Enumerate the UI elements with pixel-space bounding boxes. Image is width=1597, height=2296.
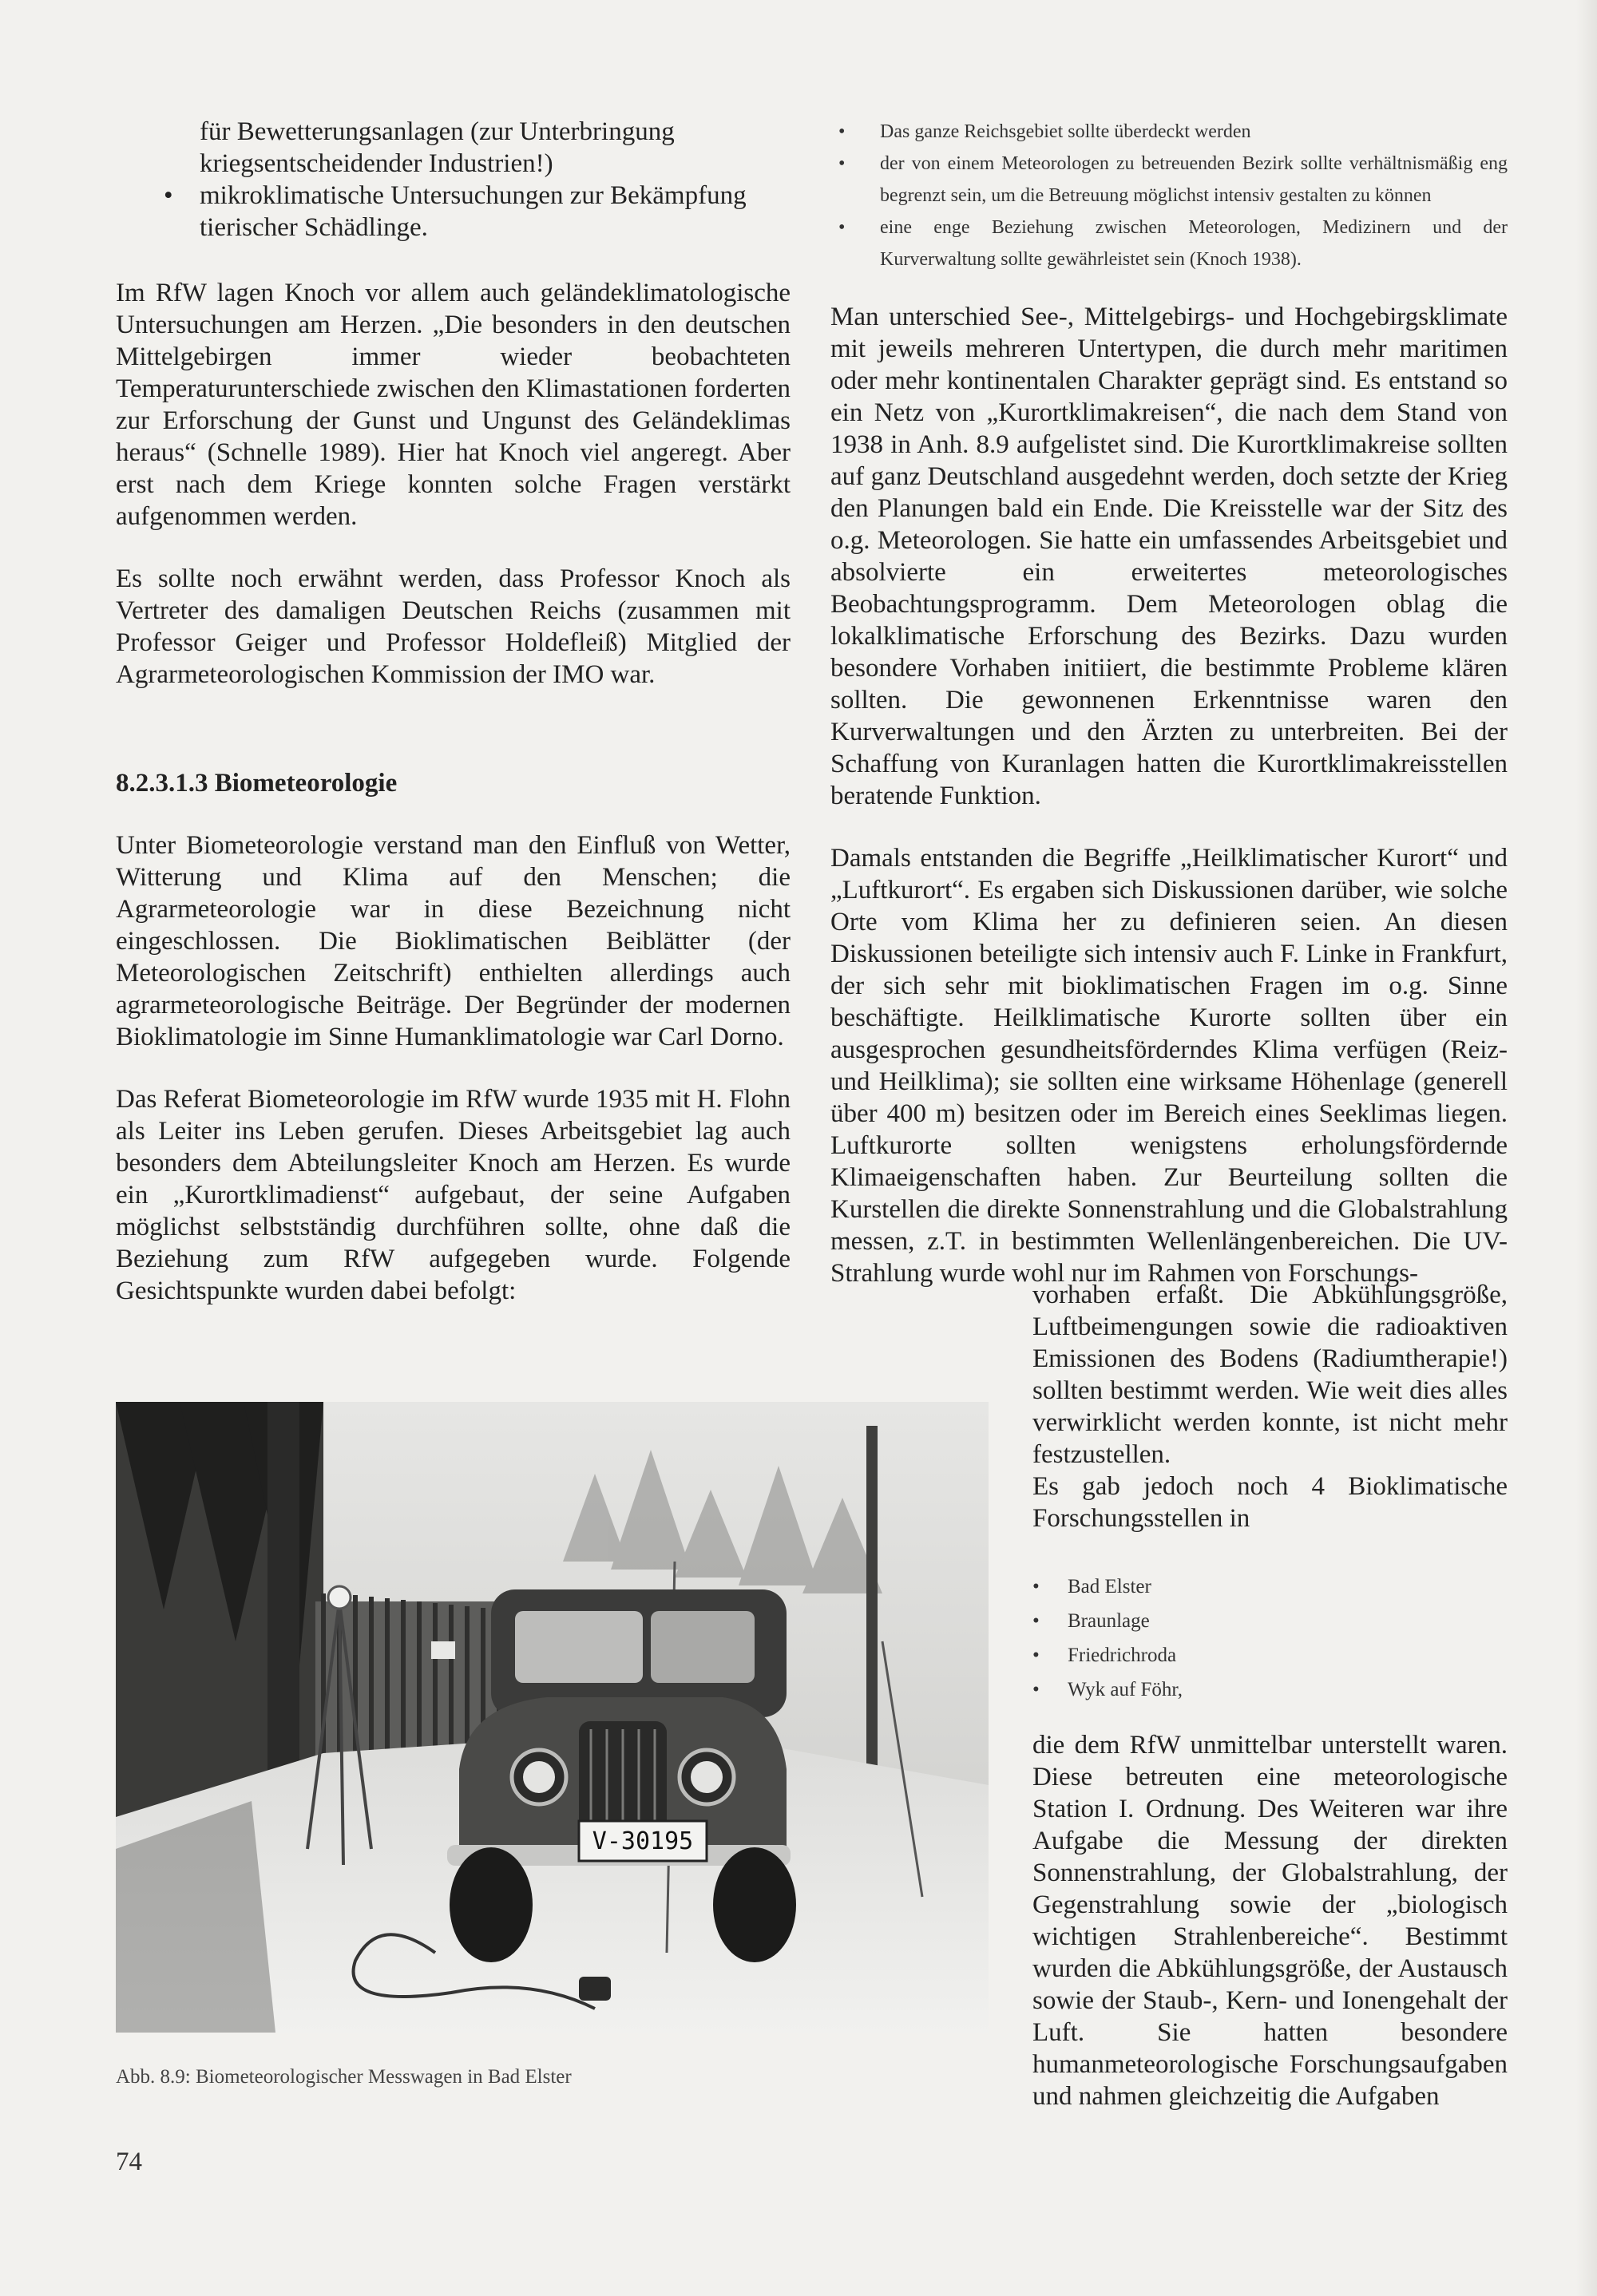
photo-illustration — [116, 1402, 989, 2033]
bullet-dot: • — [838, 217, 846, 238]
bullet-continuation: für Bewetterungsanlagen (zur Unterbringung kriegsentscheidender Industrien!) — [200, 117, 675, 178]
paragraph-forschungsvorhaben: vorhaben erfaßt. Die Abkühlungsgröße, Luftbeimengungen sowie die radioaktiven Emissionen des Bodens (Radiumtherapie!) sollten bestimmt werden. Wie weit dies alles verwirklicht werden konnte, ist nicht mehr festzustellen. — [1032, 1281, 1508, 1469]
bullet-dot: • — [1032, 1645, 1040, 1666]
paragraph-kurorte: Damals entstanden die Begriffe „Heilklimatischer Kurort“ und „Luftkurort“. Es ergaben sich Diskussionen darüber, wie solche Orte vom Klima her zu definieren seien. An diesen Diskussionen beteiligte sich intensiv auch F. Linke in Frankfurt, der sich sehr mit bioklimatischen Fragen im o.g. Sinne beschäftigte. Heilklimatische Kurorte sollten über ein ausgesprochen gesundheitsförderndes Klima verfügen (Reiz- und Heilklima); sie sollten eine wirksame Höhenlage (generell über 400 m) besitzen oder im Bereich eines Seeklimas liegen. Luftkurorte sollten wenigstens erholungsfördernde Klimaeigenschaften haben. Zur Beurteilung sollten die Kurstellen die direkte Sonnenstrahlung und die Globalstrahlung messen, z.T. in bestimmten Wellenlängenbereichen. Die UV-Strahlung wurde wohl nur im Rahmen von Forschungs- — [830, 844, 1508, 1288]
inset-text-bottom — [1032, 1729, 1508, 2112]
left-bullet-list — [116, 116, 791, 243]
bullet-dot: • — [164, 181, 173, 210]
bullet-dot: • — [838, 121, 846, 142]
right-column — [830, 116, 1508, 1289]
license-plate: V-30195 — [592, 1827, 694, 1855]
bullet-item: • eine enge Beziehung zwischen Meteorologen, Medizinern und der Kurverwaltung sollte gewährleistet sein (Knoch 1938). — [798, 212, 1508, 275]
station-item: • Friedrichroda — [1032, 1638, 1508, 1673]
paragraph-aufgaben: die dem RfW unmittelbar unterstellt waren. Diese betreuten eine meteorologische Station I. Ordnung. Des Weiteren war ihre Aufgabe die Messung der direkten Sonnenstrahlung, der Globalstrahlung, der Gegenstrahlung sowie der „biologisch wichtigen Strahlenbereiche“. Bestimmt wurden die Abkühlungsgröße, der Austausch sowie der Staub-, Kern- und Ionengehalt der Luft. Sie hatten besondere humanmeteorologische Forschungsaufgaben und nahmen gleichzeitig die Aufgaben — [1032, 1731, 1508, 2111]
paragraph-imo: Es sollte noch erwähnt werden, dass Professor Knoch als Vertreter des damaligen Deutschen Reichs (zusammen mit Professor Geiger und Professor Holdefleiß) Mitglied der Agrarmeteorologischen Kommission der IMO war. — [116, 564, 791, 689]
inset-text-top — [1032, 1279, 1508, 1534]
right-bullet-list — [798, 116, 1508, 275]
station-item: • Bad Elster — [1032, 1570, 1508, 1604]
bullet-item: • Das ganze Reichsgebiet sollte überdeckt werden — [798, 116, 1508, 148]
bullet-item: • der von einem Meteorologen zu betreuenden Bezirk sollte verhältnismäßig eng begrenzt sein, um die Betreuung möglichst intensiv gestalten zu können — [798, 148, 1508, 212]
station-list — [1032, 1570, 1508, 1707]
page-number: 74 — [116, 2148, 142, 2176]
paragraph-geländeklima: Im RfW lagen Knoch vor allem auch geländeklimatologische Untersuchungen am Herzen. „Die besonders in den deutschen Mittelgebirgen immer wieder beobachteten Temperaturunterschiede zwischen den Klimastationen forderten zur Erforschung der Gunst und Ungunst des Geländeklimas heraus“ (Schnelle 1989). Hier hat Knoch viel angeregt. Aber erst nach dem Kriege konnten solche Fragen verstärkt aufgenommen werden. — [116, 279, 791, 531]
bullet-dot: • — [838, 153, 846, 174]
station-item: • Braunlage — [1032, 1604, 1508, 1638]
bullet-dot: • — [1032, 1610, 1040, 1632]
paragraph-referat: Das Referat Biometeorologie im RfW wurde 1935 mit H. Flohn als Leiter ins Leben gerufen. Dieses Arbeitsgebiet lag auch besonders dem Abteilungsleiter Knoch am Herzen. Es wurde ein „Kurortklimadienst“ aufgebaut, der seine Aufgaben möglichst selbstständig durchführen sollte, ohne daß die Beziehung zum RfW aufgegeben wurde. Folgende Gesichtspunkte wurden dabei befolgt: — [116, 1085, 791, 1305]
bullet-dot: • — [1032, 1576, 1040, 1597]
paragraph-forschungsstellen: Es gab jedoch noch 4 Bioklimatische Forschungsstellen in — [1032, 1472, 1508, 1533]
left-column — [116, 116, 791, 1307]
station-item: • Wyk auf Föhr, — [1032, 1673, 1508, 1707]
figure-photo — [116, 1402, 989, 2033]
bullet-item: • mikroklimatische Untersuchungen zur Bekämpfung tierischer Schädlinge. — [164, 181, 747, 242]
section-heading: 8.2.3.1.3 Biometeorologie — [116, 769, 398, 798]
figure-caption: Abb. 8.9: Biometeorologischer Messwagen in Bad Elster — [116, 2066, 572, 2088]
paragraph-klimate: Man unterschied See-, Mittelgebirgs- und Hochgebirgsklimate mit jeweils mehreren Untertypen, die durch mehr maritimen oder mehr kontinentalen Charakter geprägt sind. Es entstand so ein Netz von „Kurortklimakreisen“, die nach dem Stand von 1938 in Anh. 8.9 aufgelistet sind. Die Kurortklimakreise sollten auf ganz Deutschland ausgedehnt werden, doch setzte der Krieg den Planungen bald ein Ende. Die Kreisstelle war der Sitz des o.g. Meteorologen. Sie hatte ein umfassendes Arbeitsgebiet und absolvierte ein erweitertes meteorologisches Beobachtungsprogramm. Dem Meteorologen oblag die lokalklimatische Erforschung des Bezirks. Dazu wurden besondere Vorhaben initiiert, die bestimmte Probleme klären sollten. Die gewonnenen Erkenntnisse waren den Kurverwaltungen und den Ärzten zu unterbreiten. Bei der Schaffung von Kuranlagen hatten die Kurortklimakreisstellen beratende Funktion. — [830, 303, 1508, 810]
page-edge — [1576, 0, 1597, 2296]
paragraph-biometeorologie: Unter Biometeorologie verstand man den Einfluß von Wetter, Witterung und Klima auf den Menschen; die Agrarmeteorologie war in diese Bezeichnung nicht eingeschlossen. Die Bioklimatischen Beiblätter (der Meteorologischen Zeitschrift) enthielten allerdings auch agrarmeteorologische Beiträge. Der Begründer der modernen Bioklimatologie im Sinne Humanklimatologie war Carl Dorno. — [116, 831, 791, 1051]
bullet-dot: • — [1032, 1679, 1040, 1700]
